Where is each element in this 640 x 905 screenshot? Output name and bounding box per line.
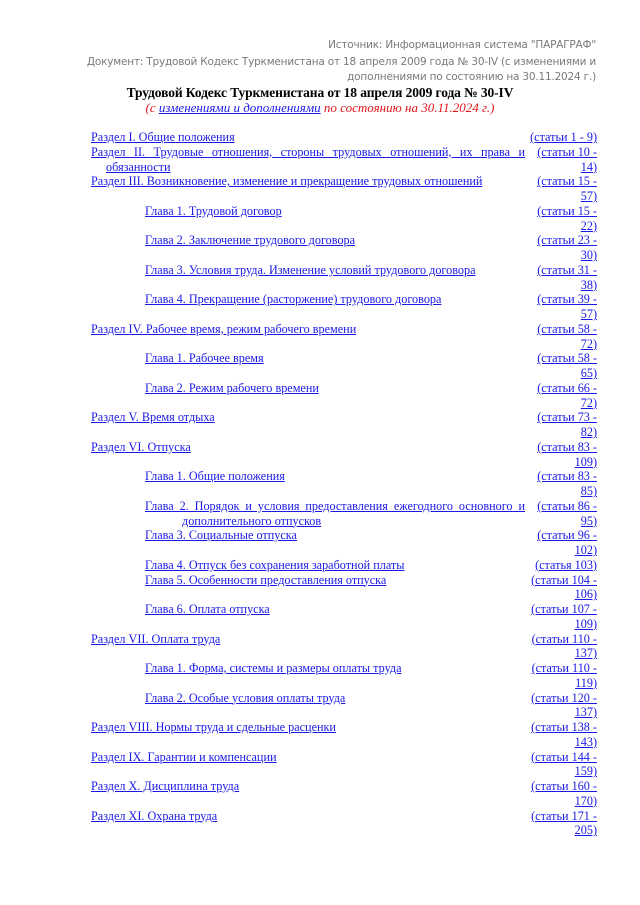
toc-articles-link[interactable]: (статьи 83 - 85) bbox=[537, 469, 597, 498]
toc-articles-link[interactable]: (статьи 31 - 38) bbox=[537, 262, 597, 292]
toc-articles-link[interactable]: (статьи 171 - 205) bbox=[531, 808, 597, 838]
toc-articles-link[interactable]: (статьи 110 - 137) bbox=[531, 631, 597, 661]
toc-articles-link[interactable]: (статьи 107 - 109) bbox=[531, 602, 597, 631]
toc-section-link[interactable]: Раздел XI. Охрана труда bbox=[91, 808, 218, 823]
amendments-link[interactable]: изменениями и дополнениями bbox=[158, 100, 321, 115]
toc-chapter-link[interactable]: Глава 6. Оплата отпуска bbox=[145, 602, 270, 616]
document-line-b: дополнениями по состоянию на 30.11.2024 г.) bbox=[347, 71, 596, 83]
document-line bbox=[76, 55, 596, 85]
toc-section-link[interactable]: Раздел VIII. Нормы труда и сдельные расценки bbox=[91, 720, 336, 734]
toc-chapter-link[interactable]: Глава 2. Режим рабочего времени bbox=[145, 380, 319, 395]
toc-articles-link[interactable]: (статьи 104 - 106) bbox=[531, 572, 597, 602]
toc-section-link[interactable]: Раздел IV. Рабочее время, режим рабочего времени bbox=[91, 321, 357, 336]
toc-articles-link[interactable]: (статьи 138 - 143) bbox=[531, 720, 597, 749]
toc-section-row bbox=[91, 440, 597, 470]
document-line-a: Документ: Трудовой Кодекс Туркменистана от 18 апреля 2009 года № 30-IV (с изменениями и bbox=[86, 56, 596, 68]
toc-section-row bbox=[91, 174, 597, 204]
toc-chapter-row bbox=[91, 691, 597, 721]
toc-section-link[interactable]: Раздел I. Общие положения bbox=[91, 130, 235, 144]
toc-chapter-link[interactable]: Глава 1. Форма, системы и размеры оплаты труда bbox=[145, 661, 402, 675]
toc-chapter-link[interactable]: Глава 1. Рабочее время bbox=[145, 351, 264, 366]
toc-articles-link[interactable]: (статьи 1 - 9) bbox=[530, 130, 597, 144]
toc-articles-link[interactable]: (статьи 160 - 170) bbox=[531, 779, 597, 808]
toc-articles-link[interactable]: (статьи 58 - 65) bbox=[537, 351, 597, 380]
toc-chapter-row bbox=[91, 499, 597, 529]
toc-chapter-row bbox=[91, 292, 597, 322]
toc-chapter-link[interactable]: Глава 2. Особые условия оплаты труда bbox=[145, 690, 346, 705]
table-of-contents bbox=[91, 130, 597, 838]
toc-articles-link[interactable]: (статьи 83 - 109) bbox=[537, 439, 597, 469]
toc-section-row bbox=[91, 809, 597, 839]
subtitle-suffix: по состоянию на 30.11.2024 г.) bbox=[320, 100, 495, 115]
page-title: Трудовой Кодекс Туркменистана от 18 апреля 2009 года № 30-IV bbox=[126, 85, 514, 100]
toc-section-row bbox=[91, 779, 597, 809]
toc-chapter-row bbox=[91, 558, 597, 573]
source-line: Источник: Информационная система "ПАРАГРАФ" bbox=[328, 39, 596, 51]
toc-chapter-link[interactable]: Глава 5. Особенности предоставления отпуска bbox=[145, 572, 387, 587]
toc-chapter-link[interactable]: Глава 2. Заключение трудового договора bbox=[145, 233, 356, 248]
toc-section-link[interactable]: Раздел X. Дисциплина труда bbox=[91, 779, 240, 793]
toc-section-row bbox=[91, 410, 597, 440]
toc-chapter-row bbox=[91, 233, 597, 263]
toc-chapter-row bbox=[91, 469, 597, 499]
subtitle-prefix: (с bbox=[145, 100, 159, 115]
toc-section-link[interactable]: Раздел V. Время отдыха bbox=[91, 410, 215, 425]
toc-articles-link[interactable]: (статьи 86 - 95) bbox=[537, 498, 597, 528]
toc-articles-link[interactable]: (статьи 120 - 137) bbox=[531, 690, 597, 720]
toc-section-link[interactable]: Раздел IX. Гарантии и компенсации bbox=[91, 749, 277, 764]
toc-section-link[interactable]: Раздел II. Трудовые отношения, стороны трудовых отношений, их права и обязанности bbox=[91, 144, 525, 174]
toc-section-row bbox=[91, 632, 597, 662]
toc-section-row bbox=[91, 322, 597, 352]
toc-chapter-row bbox=[91, 602, 597, 632]
toc-articles-link[interactable]: (статьи 144 - 159) bbox=[531, 749, 597, 779]
toc-chapter-link[interactable]: Глава 3. Социальные отпуска bbox=[145, 528, 297, 543]
toc-articles-link[interactable]: (статьи 66 - 72) bbox=[537, 380, 597, 410]
toc-chapter-row bbox=[91, 573, 597, 603]
status-subtitle bbox=[0, 100, 640, 116]
toc-chapter-link[interactable]: Глава 3. Условия труда. Изменение условий трудового договора bbox=[145, 262, 476, 277]
toc-chapter-row bbox=[91, 528, 597, 558]
toc-section-row bbox=[91, 720, 597, 750]
toc-articles-link[interactable]: (статьи 110 - 119) bbox=[531, 661, 597, 690]
toc-articles-link[interactable]: (статьи 15 - 22) bbox=[537, 203, 597, 233]
toc-chapter-row bbox=[91, 381, 597, 411]
toc-chapter-link[interactable]: Глава 2. Порядок и условия предоставления ежегодного основного и дополнительного отпусков bbox=[145, 498, 525, 528]
toc-chapter-row bbox=[91, 351, 597, 381]
toc-section-link[interactable]: Раздел VII. Оплата труда bbox=[91, 631, 221, 646]
toc-articles-link[interactable]: (статьи 39 - 57) bbox=[537, 292, 597, 321]
toc-articles-link[interactable]: (статьи 58 - 72) bbox=[537, 321, 597, 351]
toc-section-row bbox=[91, 750, 597, 780]
toc-chapter-link[interactable]: Глава 1. Трудовой договор bbox=[145, 203, 282, 218]
toc-chapter-link[interactable]: Глава 4. Прекращение (расторжение) трудового договора bbox=[145, 292, 442, 307]
toc-section-row bbox=[91, 130, 597, 145]
toc-articles-link[interactable]: (статьи 23 - 30) bbox=[537, 233, 597, 262]
toc-chapter-link[interactable]: Глава 1. Общие положения bbox=[145, 469, 285, 484]
toc-chapter-row bbox=[91, 661, 597, 691]
toc-articles-link[interactable]: (статьи 73 - 82) bbox=[537, 410, 597, 439]
toc-articles-link[interactable]: (статьи 15 - 57) bbox=[537, 174, 597, 203]
toc-articles-link[interactable]: (статья 103) bbox=[535, 557, 597, 572]
toc-articles-link[interactable]: (статьи 96 - 102) bbox=[537, 528, 597, 557]
toc-section-link[interactable]: Раздел III. Возникновение, изменение и прекращение трудовых отношений bbox=[91, 174, 483, 189]
toc-section-row bbox=[91, 145, 597, 175]
toc-articles-link[interactable]: (статьи 10 - 14) bbox=[537, 144, 597, 174]
toc-section-link[interactable]: Раздел VI. Отпуска bbox=[91, 439, 191, 454]
toc-chapter-link[interactable]: Глава 4. Отпуск без сохранения заработной платы bbox=[145, 557, 405, 572]
toc-chapter-row bbox=[91, 204, 597, 234]
toc-chapter-row bbox=[91, 263, 597, 293]
